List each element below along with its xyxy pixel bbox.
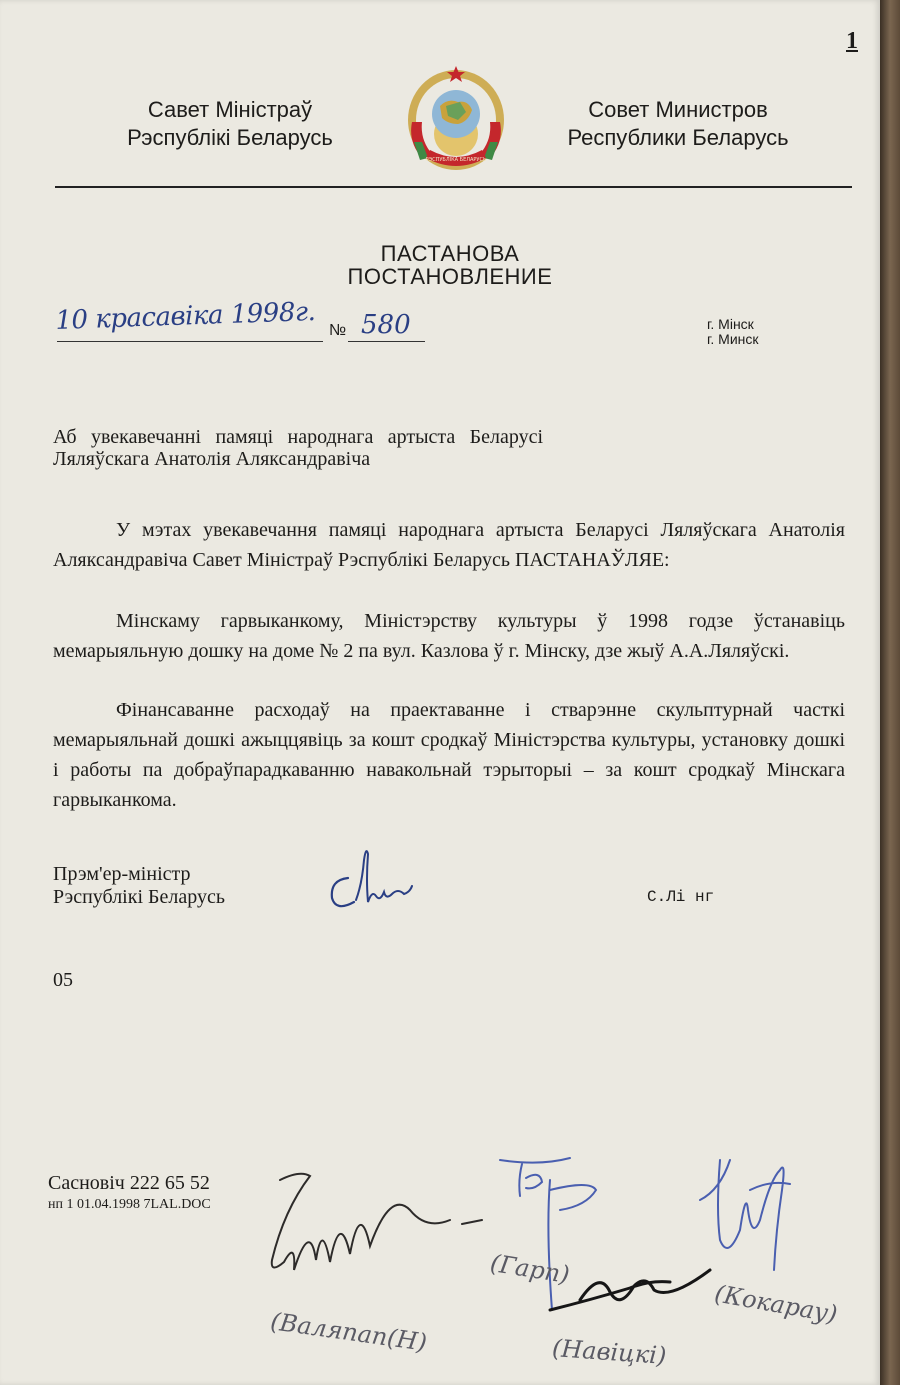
visa-3-name: (Навіцкі)	[551, 1334, 668, 1370]
body-paragraph-3: Фінансаванне расходаў на праектаванне і стварэнне скульптурнай часткі мемарыяльнай дошкі ажыццявіць за кошт сродкаў Міністэрства культуры, установку дошкі і работы па добраўпарадкаванню навакольнай тэрыторыі – за кошт сродкаў Мінскага гарвыканкома.	[53, 699, 845, 811]
header-russian	[528, 96, 828, 152]
date-underline	[57, 341, 323, 342]
page-number: 1	[846, 28, 858, 54]
header-left-line2: Рэспублікі Беларусь	[127, 125, 333, 150]
doc-type-belarusian: ПАСТАНОВА	[380, 241, 520, 266]
header-belarusian	[80, 96, 380, 152]
place-belarusian: г. Мінск	[707, 316, 754, 332]
emblem-ribbon-text: РЭСПУБЛІКА БЕЛАРУСЬ	[425, 157, 487, 163]
signer-name: С.Лі нг	[647, 888, 715, 906]
document-subject: Аб увекавечанні памяці народнага артыста Беларусі Ляляўскага Анатолія Аляксандравіча	[53, 426, 543, 470]
header-right-line1: Совет Министров	[588, 97, 768, 122]
index-code: 05	[53, 969, 73, 991]
signer-title-line1: Прэм'ер-міністр	[53, 863, 191, 885]
doc-type-russian: ПОСТАНОВЛЕНИЕ	[347, 264, 553, 289]
signer-title-line2: Рэспублікі Беларусь	[53, 886, 225, 908]
visa-4-name: (Кокарау)	[712, 1279, 840, 1329]
body-paragraph-1: У мэтах увекавечання памяці народнага артыста Беларусі Ляляўскага Анатолія Аляксандравіча Савет Міністраў Рэспублікі Беларусь ПАСТАНАЎЛЯЕ:	[53, 519, 845, 571]
scan-edge	[880, 0, 900, 1385]
place-russian: г. Минск	[707, 331, 759, 347]
visa-1-name: (Валяпап(Н)	[268, 1307, 429, 1357]
header-left-line1: Савет Міністраў	[147, 97, 313, 122]
header-divider	[55, 186, 852, 188]
document-number: 580	[361, 310, 411, 340]
date-handwritten: 10 красавіка 1998г.	[54, 296, 316, 336]
file-reference: нп 1 01.04.1998 7LAL.DOC	[48, 1197, 211, 1212]
executor-contact: Сасновіч 222 65 52	[48, 1172, 210, 1194]
belarus-state-emblem-icon	[402, 62, 510, 174]
visa-2-name: (Гарп)	[488, 1248, 572, 1290]
number-underline	[348, 341, 425, 342]
prime-minister-signature	[320, 840, 420, 920]
number-sign: №	[329, 322, 347, 339]
body-paragraph-2: Мінскаму гарвыканкому, Міністэрству культуры ў 1998 годзе ўстанавіць мемарыяльную дошку на доме № 2 па вул. Казлова ў г. Мінску, дзе жыў А.А.Ляляўскі.	[53, 610, 845, 662]
header-right-line2: Республики Беларусь	[567, 125, 789, 150]
signer-title	[53, 863, 225, 909]
